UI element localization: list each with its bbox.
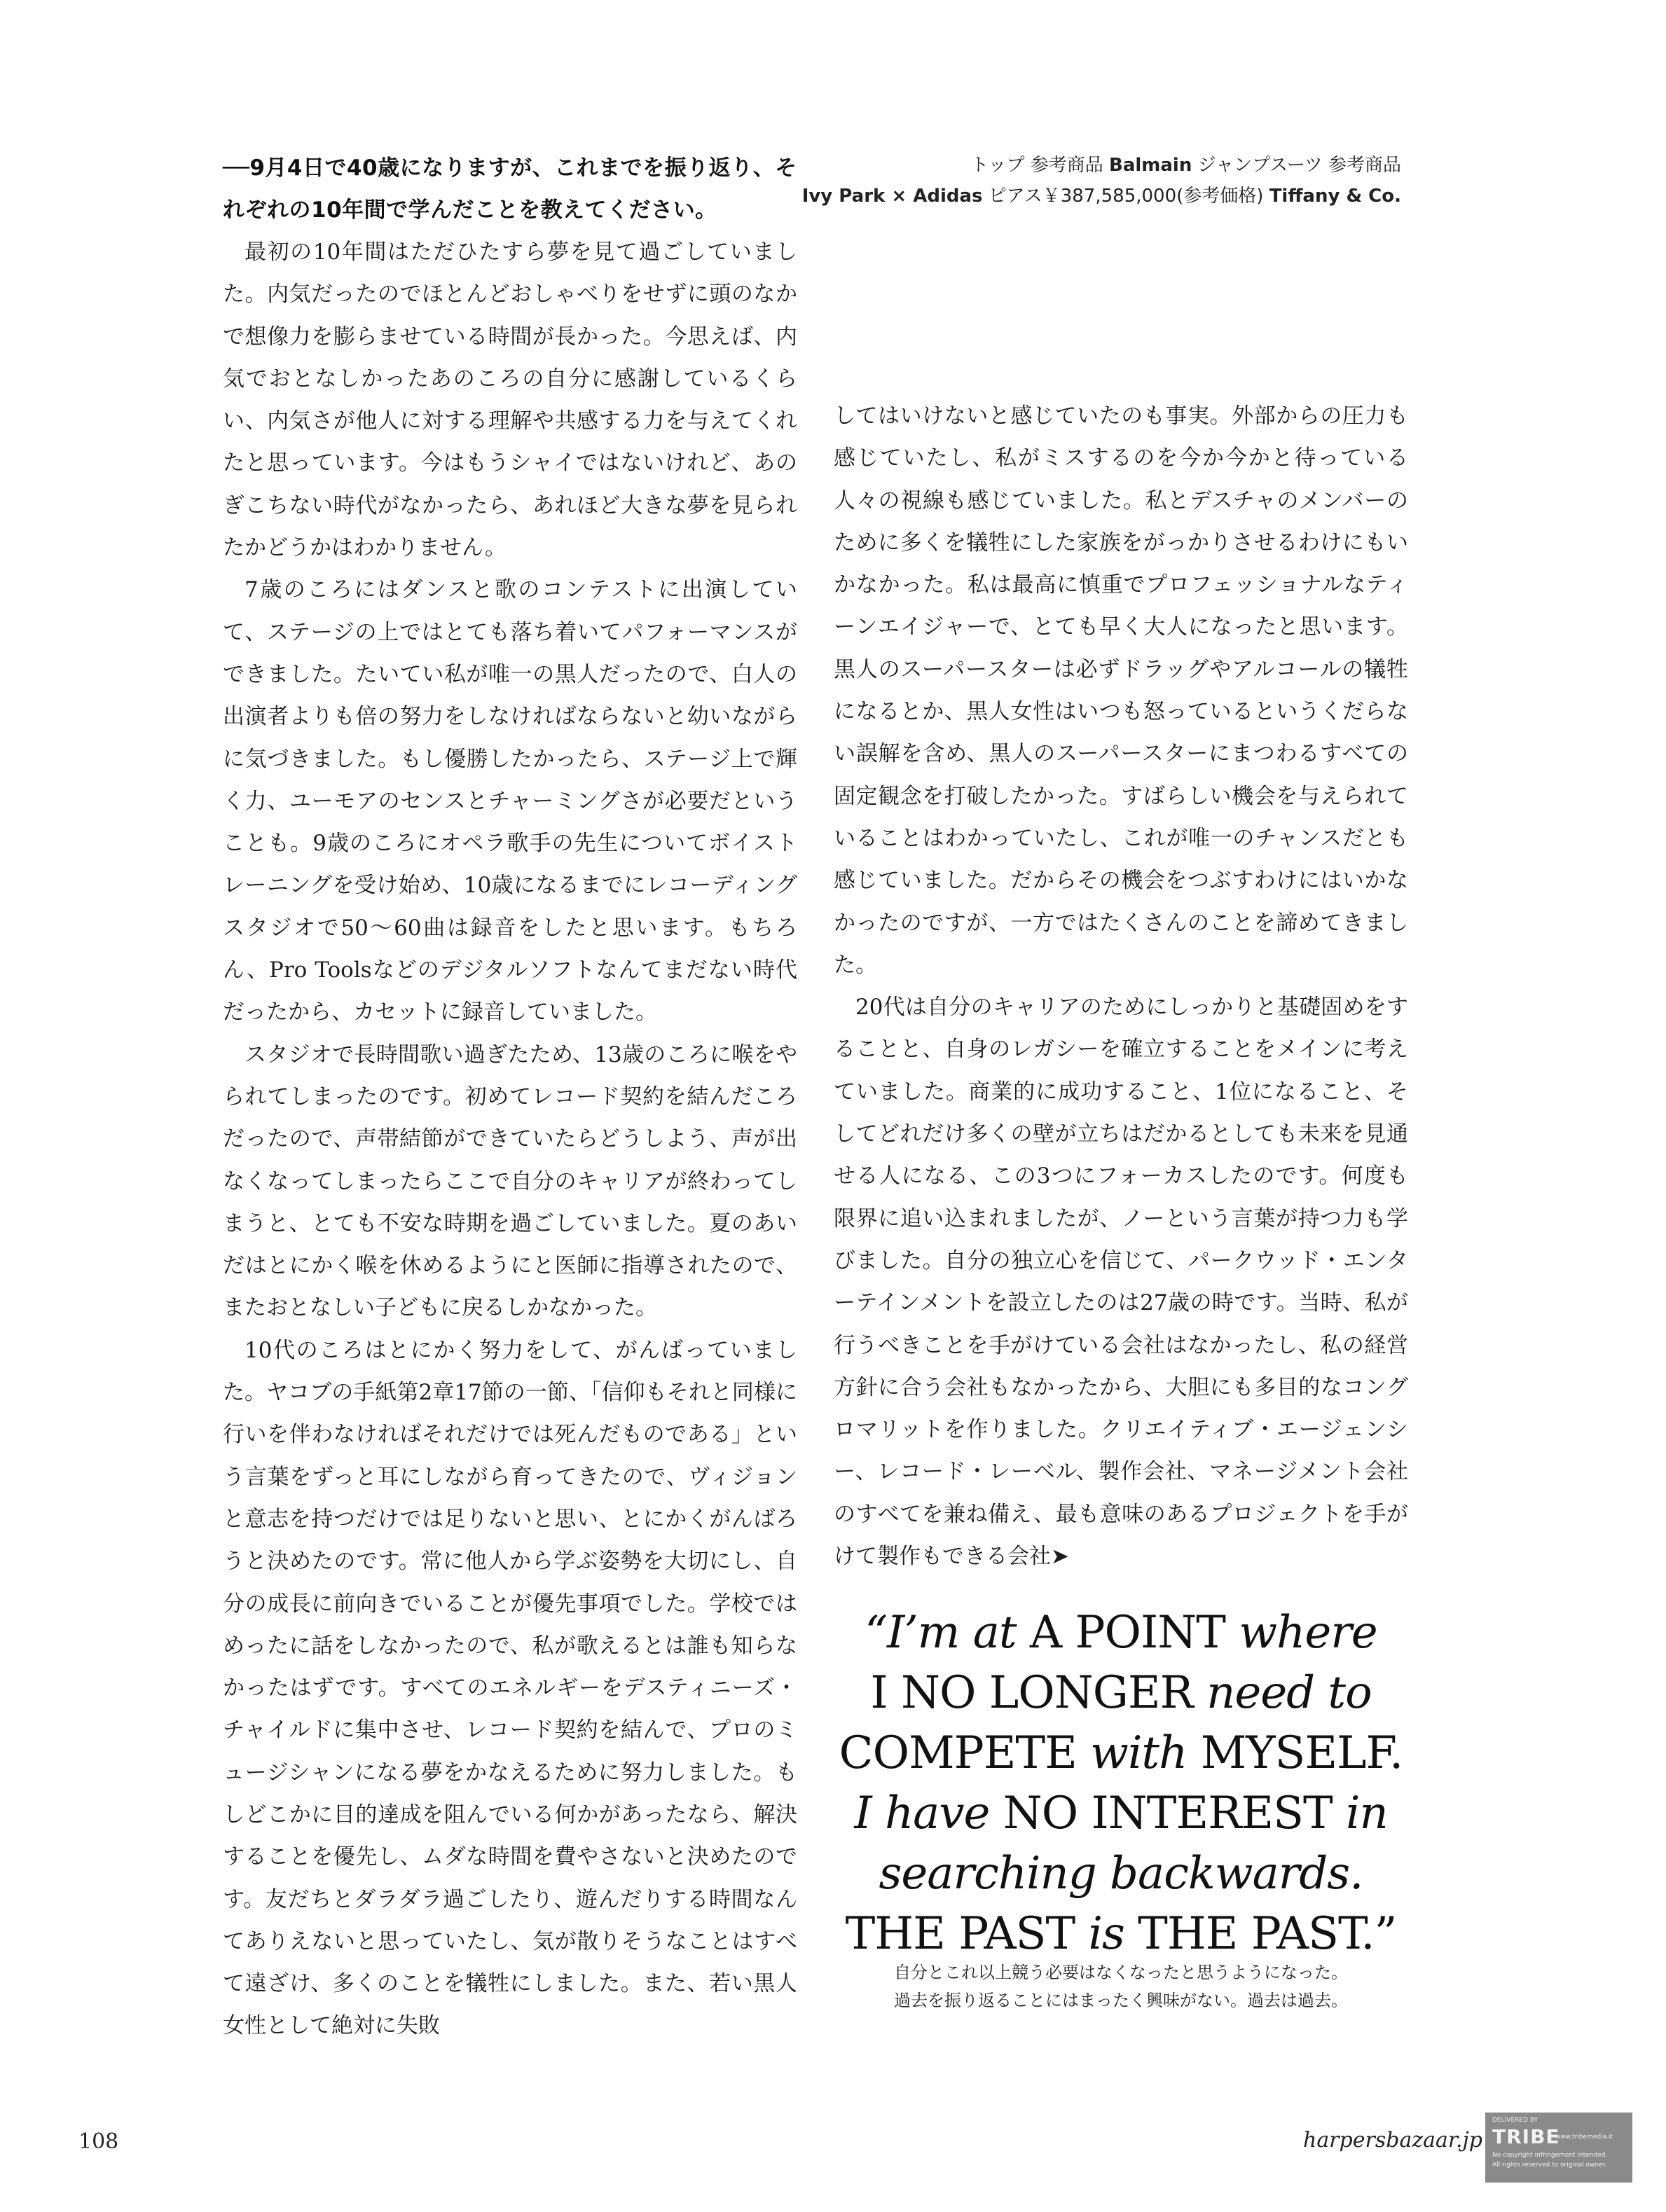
left-column <box>223 231 797 2047</box>
site-url: harpersbazaar.jp <box>1303 2128 1482 2152</box>
interview-question: ──9月4日で40歳になりますが、これまでを振り返り、それぞれの10年間で学んだことを教えてください。 <box>223 155 797 223</box>
paragraph: スタジオで長時間歌い過ぎたため、13歳のころに喉をやられてしまったのです。初めてレコード契約を結んだころだったので、声帯結節ができていたらどうしよう、声が出なくなってしまったらここで自分のキャリアが終わってしまうと、とても不安な時期を過ごしていました。夏のあいだはとにかく喉を休めるようにと医師に指導されたので、またおとなしい子どもに戻るしかなかった。 <box>223 1042 797 1321</box>
credit-line-2: Ivy Park × Adidas ピアス￥387,585,000(参考価格) Tiffany & Co. <box>801 186 1401 207</box>
paragraph: 20代は自分のキャリアのためにしっかりと基礎固めをすることと、自身のレガシーを確立することをメインに考えていました。商業的に成功すること、1位になること、そしてどれだけ多くの壁が立ちはだかるとしても未来を見通せる人になる、この3つにフォーカスしたのです。何度も限界に追い込まれましたが、ノーという言葉が持つ力も学びました。自分の独立心を信じて、パークウッド・エンターテインメントを設立したのは27歳の時です。当時、私が行うべきことを手がけている会社はなかったし、私の経営方針に合う会社もなかったから、大胆にも多目的なコングロマリットを作りました。クリエイティブ・エージェンシー、レコード・レーベル、製作会社、マネージメント会社のすべてを兼ね備え、最も意味のあるプロジェクトを手がけて製作もできる会社➤ <box>834 995 1408 1570</box>
paragraph: 7歳のころにはダンスと歌のコンテストに出演していて、ステージの上ではとても落ち着いてパフォーマンスができました。たいてい私が唯一の黒人だったので、白人の出演者よりも倍の努力をしなければならないと幼いながらに気づきました。もし優勝したかったら、ステージ上で輝く力、ユーモアのセンスとチャーミングさが必要だということも。9歳のころにオペラ歌手の先生についてボイストレーニングを受け始め、10歳になるまでにレコーディングスタジオで50〜60曲は録音をしたと思います。もちろん、Pro Toolsなどのデジタルソフトなんてまだない時代だったから、カセットに録音していました。 <box>223 577 797 1025</box>
watermark-stamp: DELIVERED BY TRIBE www.tribemedia.it No copyright infringement intended. All rights reserved to original owner. <box>1485 2113 1632 2183</box>
right-column <box>834 395 1408 1577</box>
pull-quote-line: THE PAST is THE PAST.” <box>845 1908 1397 1960</box>
pull-quote-line: I have NO INTEREST in <box>854 1788 1388 1839</box>
paragraph: してはいけないと感じていたのも事実。外部からの圧力も感じていたし、私がミスするのを今か今かと待っている人々の視線も感じていました。私とデスチャのメンバーのために多くを犠牲にした家族をがっかりさせるわけにもいかなかった。私は最高に慎重でプロフェッショナルなティーンエイジャーで、とても早く大人になったと思います。黒人のスーパースターは必ずドラッグやアルコールの犠牲になるとか、黒人女性はいつも怒っているというくだらない誤解を含め、黒人のスーパースターにまつわるすべての固定観念を打破したかった。すばらしい機会を与えられていることはわかっていたし、これが唯一のチャンスだとも感じていました。だからその機会をつぶすわけにはいかなかったのですが、一方ではたくさんのことを諦めてきました。 <box>834 403 1408 978</box>
credit-brand-ivy-park: Ivy Park × Adidas <box>801 186 983 207</box>
pull-quote-line: searching backwards. <box>879 1848 1363 1900</box>
translation-line: 自分とこれ以上競う必要はなくなったと思うようになった。 <box>894 1963 1348 1982</box>
stamp-title: TRIBE <box>1492 2125 1560 2148</box>
translation-line: 過去を振り返ることにはまったく興味がない。過去は過去。 <box>894 1991 1348 2010</box>
credit-line-1: トップ 参考商品 Balmain ジャンプスーツ 参考商品 <box>970 155 1401 176</box>
pull-quote-line: I NO LONGER need to <box>870 1667 1372 1719</box>
pull-quote-line: COMPETE with MYSELF. <box>839 1727 1403 1779</box>
fashion-credit <box>701 150 1401 212</box>
pull-quote-line: “I’m at A POINT where <box>865 1607 1377 1659</box>
credit-brand-tiffany: Tiffany & Co. <box>1269 186 1401 207</box>
paragraph: 最初の10年間はただひたすら夢を見て過ごしていました。内気だったのでほとんどおしゃべりをせずに頭のなかで想像力を膨らませている時間が長かった。今思えば、内気でおとなしかったあのころの自分に感謝しているくらい、内気さが他人に対する理解や共感する力を与えてくれたと思っています。今はもうシャイではないけれど、あのぎこちない時代がなかったら、あれほど大きな夢を見られたかどうかはわかりません。 <box>223 240 797 561</box>
pull-quote <box>813 1603 1429 1964</box>
credit-brand-balmain: Balmain <box>1109 155 1192 176</box>
paragraph: 10代のころはとにかく努力をして、がんばっていました。ヤコブの手紙第2章17節の一節、「信仰もそれと同様に行いを伴わなければそれだけでは死んだものである」という言葉をずっと耳にしながら育ってきたので、ヴィジョンと意志を持つだけでは足りないと思い、とにかくがんばろうと決めたのです。常に他人から学ぶ姿勢を大切にし、自分の成長に前向きでいることが優先事項でした。学校ではめったに話をしなかったので、私が歌えるとは誰も知らなかったはずです。すべてのエネルギーをデスティニーズ・チャイルドに集中させ、レコード契約を結んで、プロのミュージシャンになる夢をかなえるために努力しました。もしどこかに目的達成を阻んでいる何かがあったなら、解決することを優先し、ムダな時間を費やさないと決めたのです。友だちとダラダラ過ごしたり、遊んだりする時間なんてありえないと思っていたし、気が散りそうなことはすべて遠ざけ、多くのことを犠牲にしました。また、若い黒人女性として絶対に失敗 <box>223 1337 797 2039</box>
page-number: 108 <box>78 2129 119 2154</box>
quote-translation <box>813 1958 1429 2014</box>
